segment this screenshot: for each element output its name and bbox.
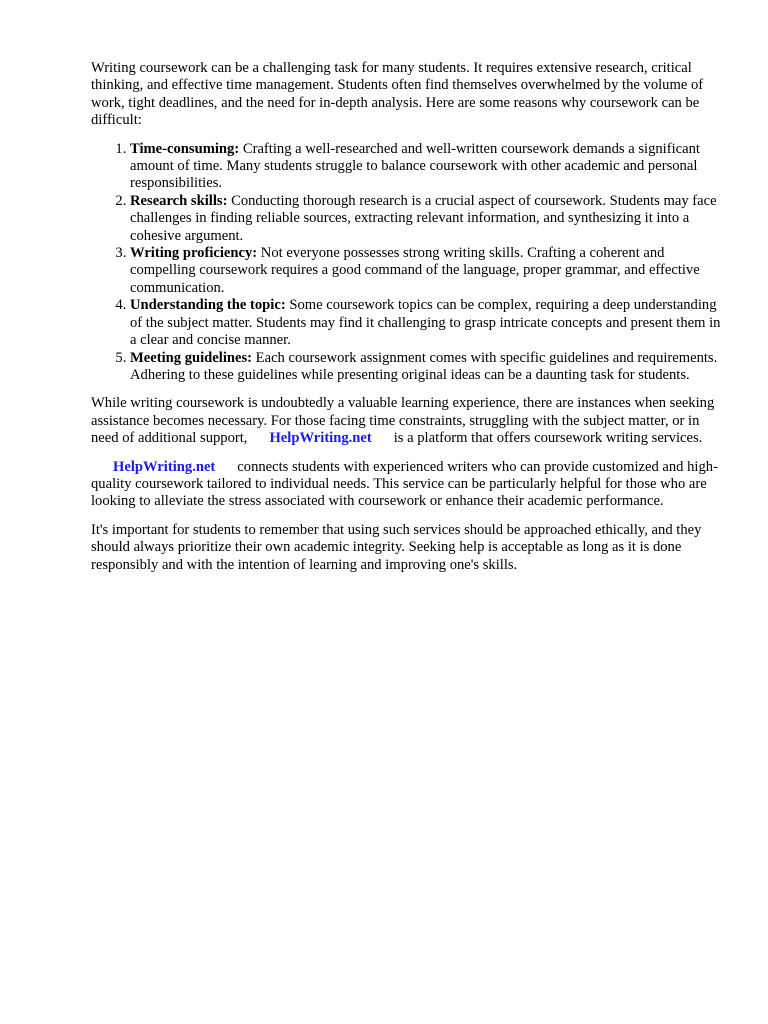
assistance-text-end: is a platform that offers coursework writing services. (393, 430, 703, 447)
list-item-term: Writing proficiency: (130, 245, 258, 262)
list-item-term: Meeting guidelines: (130, 349, 253, 366)
list-item (130, 350, 721, 385)
helpwriting-link-2[interactable]: HelpWriting.net (113, 458, 216, 475)
list-item-term: Time-consuming: (130, 140, 240, 157)
list-item (130, 193, 721, 245)
list-item-text: Not everyone possesses strong writing skills. Crafting a coherent and compelling coursework requires a good command of the language, proper grammar, and effective communication. (130, 245, 700, 296)
reasons-list (91, 141, 721, 385)
list-item (130, 245, 721, 297)
list-item-term: Research skills: (130, 192, 228, 209)
service-paragraph (91, 459, 721, 511)
intro-paragraph: Writing coursework can be a challenging task for many students. It requires extensive research, critical thinking, and effective time management. Students often find themselves overwhelmed by the volume of work, tight deadlines, and the need for in-depth analysis. Here are some reasons why coursework can be difficult: (91, 60, 704, 129)
list-item-term: Understanding the topic: (130, 297, 286, 314)
service-text: connects students with experienced writers who can provide customized and high-quality coursework tailored to individual needs. This service can be particularly helpful for those who are looking to alleviate the stress associated with coursework or enhance their academic performance. (91, 458, 718, 510)
ethics-paragraph: It's important for students to remember that using such services should be approached ethically, and they should always prioritize their own academic integrity. Seeking help is acceptable as long as it is done responsibly and with the intention of learning and improving one's skills. (91, 521, 702, 573)
assistance-paragraph (91, 395, 721, 447)
list-item-text: Crafting a well-researched and well-written coursework demands a significant amount of time. Many students struggle to balance coursework with other academic and personal responsibilities. (130, 140, 700, 192)
list-item-text: Some coursework topics can be complex, requiring a deep understanding of the subject matter. Students may find it challenging to grasp intricate concepts and present them in a clear and concise manner. (130, 297, 721, 349)
list-item-text: Each coursework assignment comes with specific guidelines and requirements. Adhering to these guidelines while presenting original ideas can be a daunting task for students. (130, 349, 718, 383)
list-item (130, 297, 721, 349)
list-item (130, 141, 721, 193)
assistance-text: While writing coursework is undoubtedly a valuable learning experience, there are instances when seeking assistance becomes necessary. For those facing time constraints, struggling with the subject matter, or in need of additional support, (91, 395, 715, 447)
document-page (91, 60, 721, 585)
list-item-text: Conducting thorough research is a crucial aspect of coursework. Students may face challenges in finding reliable sources, extracting relevant information, and synthesizing it into a cohesive argument. (130, 192, 717, 244)
helpwriting-link[interactable]: HelpWriting.net (269, 430, 372, 447)
